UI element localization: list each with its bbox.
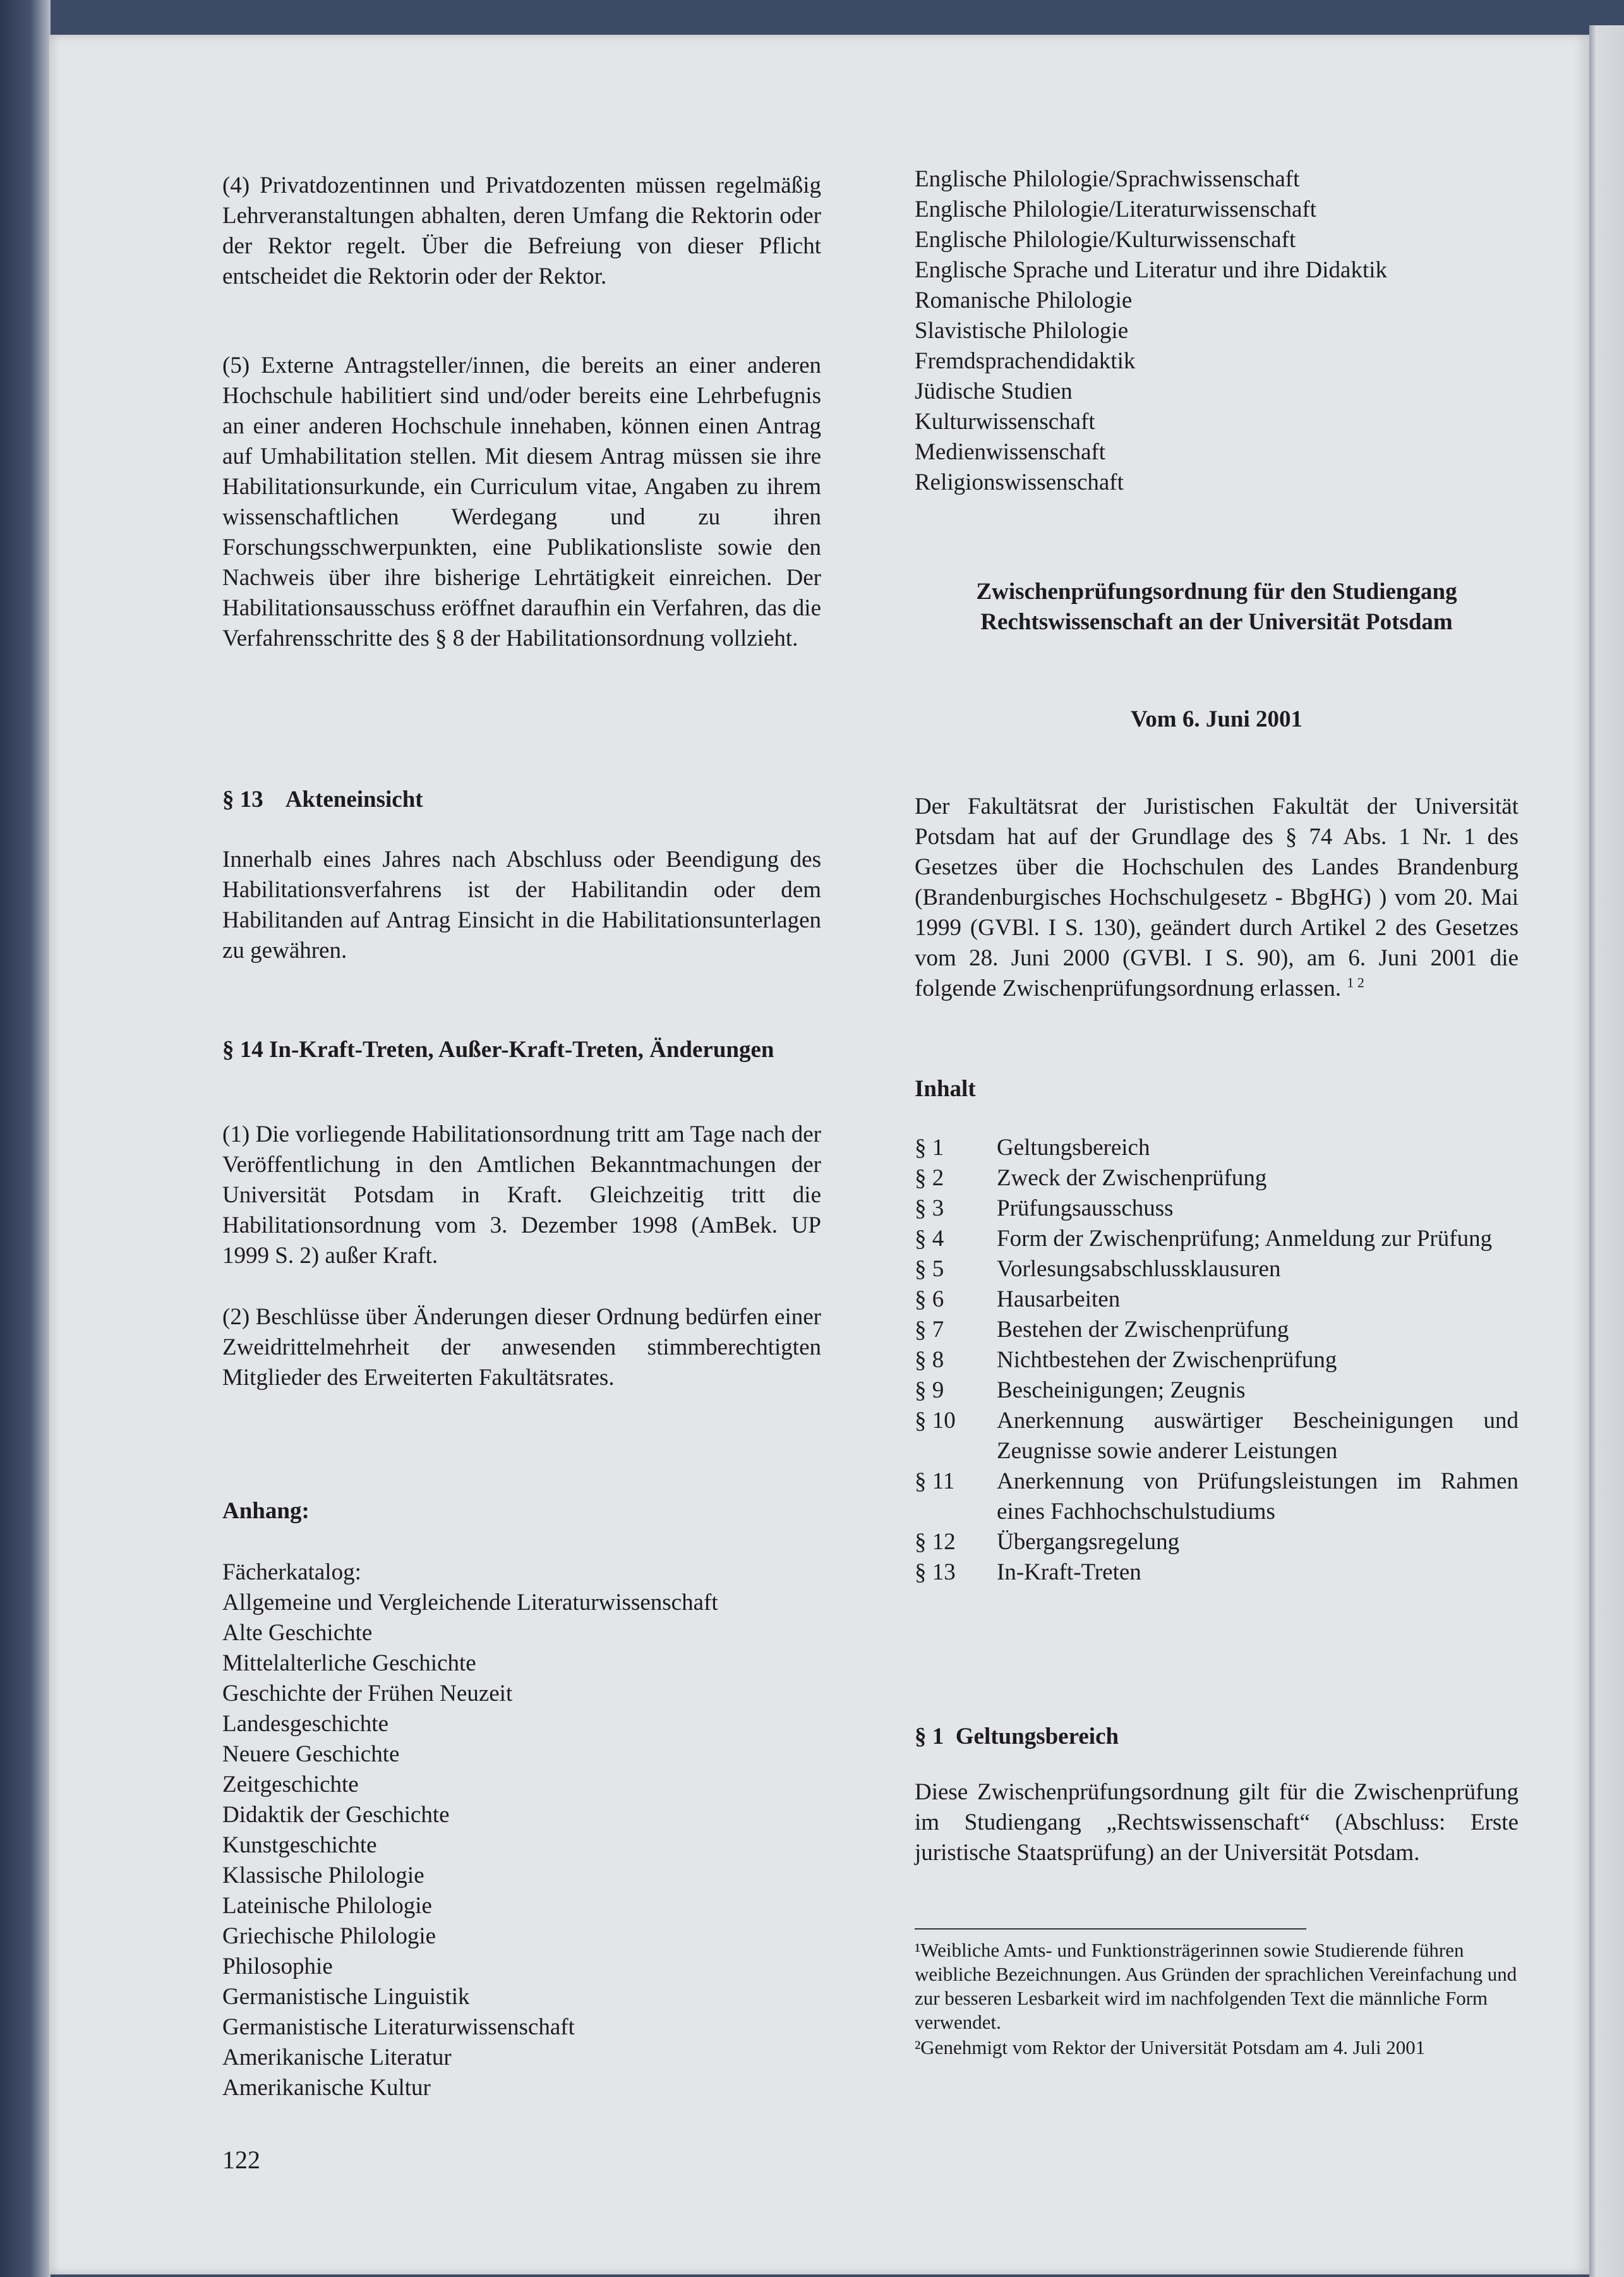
toc-section-number: § 11 xyxy=(915,1468,955,1494)
toc-entry xyxy=(915,1557,1519,1588)
toc-section-number: § 5 xyxy=(915,1256,944,1282)
toc-section-number: § 7 xyxy=(915,1317,944,1343)
faecherkatalog-item: Englische Philologie/Literaturwissenschaft xyxy=(915,196,1317,222)
toc-section-number: § 9 xyxy=(915,1377,944,1403)
toc-section-title: Anerkennung von Prüfungsleistungen im Rahmen eines Fachhochschulstudiums xyxy=(997,1468,1519,1525)
toc-entry xyxy=(915,1466,1519,1527)
toc-section-number: § 10 xyxy=(915,1408,956,1434)
book-spine-edge xyxy=(0,0,51,2277)
toc-section-number: § 12 xyxy=(915,1529,956,1555)
section-14-paragraph-2: (2) Beschlüsse über Änderungen dieser Ordnung bedürfen einer Zweidrittelmehrheit der anwesenden stimmberechtigten Mitglieder des Erweiterten Fakultätsrates. xyxy=(222,1304,821,1391)
faecherkatalog-item: Geschichte der Frühen Neuzeit xyxy=(222,1681,513,1706)
faecherkatalog-item: Landesgeschichte xyxy=(222,1711,388,1737)
next-page-edge xyxy=(1589,25,1624,2277)
faecherkatalog-item: Zeitgeschichte xyxy=(222,1772,359,1797)
toc-section-number: § 3 xyxy=(915,1195,944,1221)
faecherkatalog-item: Mittelalterliche Geschichte xyxy=(222,1650,476,1676)
inhalt-heading: Inhalt xyxy=(915,1076,976,1102)
faecherkatalog-item: Germanistische Linguistik xyxy=(222,1984,470,2010)
faecherkatalog-item: Englische Philologie/Sprachwissenschaft xyxy=(915,166,1300,192)
faecherkatalog-label: Fächerkatalog: xyxy=(222,1559,361,1585)
faecherkatalog-item: Englische Philologie/Kulturwissenschaft xyxy=(915,227,1296,253)
faecherkatalog-item: Jüdische Studien xyxy=(915,378,1073,404)
toc-section-title: Zweck der Zwischenprüfung xyxy=(997,1165,1267,1191)
faecherkatalog-item: Fremdsprachendidaktik xyxy=(915,348,1136,374)
toc-entry xyxy=(915,1284,1519,1315)
toc-section-number: § 2 xyxy=(915,1165,944,1191)
toc-entry xyxy=(915,1345,1519,1375)
toc-section-number: § 8 xyxy=(915,1347,944,1373)
toc-section-title: Form der Zwischenprüfung; Anmeldung zur Prüfung xyxy=(997,1226,1493,1252)
faecherkatalog-item: Romanische Philologie xyxy=(915,287,1133,313)
faecherkatalog-item: Neuere Geschichte xyxy=(222,1741,400,1767)
section-14-paragraph-1: (1) Die vorliegende Habilitationsordnung tritt am Tage nach der Veröffentlichung in den Amtlichen Bekanntmachungen der Universität Potsdam in Kraft. Gleichzeitig tritt die Habilitationsordnung vom 3. Dezember 1998 (AmBek. UP 1999 S. 2) außer Kraft. xyxy=(222,1121,821,1269)
toc-section-title: Nichtbestehen der Zwischenprüfung xyxy=(997,1347,1337,1373)
faecherkatalog-list-right xyxy=(915,164,1519,498)
faecherkatalog-item: Lateinische Philologie xyxy=(222,1893,432,1919)
preamble: Der Fakultätsrat der Juristischen Fakultät der Universität Potsdam hat auf der Grundlage des § 74 Abs. 1 Nr. 1 des Gesetzes über die Hochschulen des Landes Brandenburg (Brandenburgisches Hochschulgesetz - BbgHG) ) vom 20. Mai 1999 (GVBl. I S. 130), geändert durch Artikel 2 des Gesetzes vom 28. Juni 2000 (GVBl. I S. 90), am 6. Juni 2001 die folgende Zwischenprüfungsordnung erlassen. $^{1 2}$ xyxy=(915,794,1519,1001)
toc-section-number: § 1 xyxy=(915,1135,944,1161)
toc-entry xyxy=(915,1315,1519,1345)
toc-entry xyxy=(915,1254,1519,1284)
faecherkatalog-item: Germanistische Literaturwissenschaft xyxy=(222,2014,575,2040)
toc-section-title: Hausarbeiten xyxy=(997,1286,1121,1312)
toc-section-title: Bescheinigungen; Zeugnis xyxy=(997,1377,1246,1403)
faecherkatalog-item: Philosophie xyxy=(222,1954,333,1979)
footnote-2: ²Genehmigt vom Rektor der Universität Potsdam am 4. Juli 2001 xyxy=(915,2036,1426,2058)
section-1-text: Diese Zwischenprüfungsordnung gilt für die Zwischenprüfung im Studiengang „Rechtswissenschaft“ (Abschluss: Erste juristische Staatsprüfung) an der Universität Potsdam. xyxy=(915,1779,1519,1866)
faecherkatalog-item: Klassische Philologie xyxy=(222,1863,424,1888)
faecherkatalog-item: Englische Sprache und Literatur und ihre Didaktik xyxy=(915,257,1388,283)
toc-entry xyxy=(915,1527,1519,1557)
table-of-contents xyxy=(915,1133,1519,1588)
faecherkatalog-item: Amerikanische Literatur xyxy=(222,2044,452,2070)
toc-section-number: § 13 xyxy=(915,1559,956,1585)
toc-entry xyxy=(915,1133,1519,1163)
page-number: 122 xyxy=(222,2146,260,2174)
faecherkatalog-item: Kulturwissenschaft xyxy=(915,409,1095,435)
section-1-heading: § 1 Geltungsbereich xyxy=(915,1724,1119,1749)
toc-entry xyxy=(915,1406,1519,1466)
toc-section-title: Bestehen der Zwischenprüfung xyxy=(997,1317,1289,1343)
toc-section-title: Anerkennung auswärtiger Bescheinigungen und Zeugnisse sowie anderer Leistungen xyxy=(997,1408,1519,1464)
faecherkatalog-list-left xyxy=(222,1588,821,2103)
faecherkatalog-item: Griechische Philologie xyxy=(222,1923,436,1949)
faecherkatalog-item: Allgemeine und Vergleichende Literaturwissenschaft xyxy=(222,1590,718,1616)
toc-section-title: Vorlesungsabschlussklausuren xyxy=(997,1256,1281,1282)
toc-entry xyxy=(915,1193,1519,1224)
faecherkatalog-item: Medienwissenschaft xyxy=(915,439,1106,465)
toc-section-title: Geltungsbereich xyxy=(997,1135,1150,1161)
section-13-text: Innerhalb eines Jahres nach Abschluss oder Beendigung des Habilitationsverfahrens ist der Habilitandin oder dem Habilitanden auf Antrag Einsicht in die Habilitationsunterlagen zu gewähren. xyxy=(222,847,821,963)
faecherkatalog-item: Slavistische Philologie xyxy=(915,318,1129,344)
faecherkatalog-item: Kunstgeschichte xyxy=(222,1832,377,1858)
faecherkatalog-item: Didaktik der Geschichte xyxy=(222,1802,450,1828)
toc-section-number: § 4 xyxy=(915,1226,944,1252)
faecherkatalog-item: Amerikanische Kultur xyxy=(222,2075,431,2101)
toc-section-title: In-Kraft-Treten xyxy=(997,1559,1141,1585)
toc-section-number: § 6 xyxy=(915,1286,944,1312)
toc-entry xyxy=(915,1163,1519,1193)
toc-section-title: Prüfungsausschuss xyxy=(997,1195,1174,1221)
section-13-heading: § 13 Akteneinsicht xyxy=(222,787,423,812)
toc-entry xyxy=(915,1375,1519,1406)
footnote-separator xyxy=(915,1928,1306,1930)
section-14-heading: § 14 In-Kraft-Treten, Außer-Kraft-Treten, Änderungen xyxy=(222,1037,774,1063)
document-date: Vom 6. Juni 2001 xyxy=(1130,706,1303,732)
footnote-1: ¹Weibliche Amts- und Funktionsträgerinnen sowie Studierende führen weibliche Bezeichnungen. Aus Gründen der sprachlichen Vereinfachung und zur besseren Lesbarkeit wird im nachfolgenden Text die männliche Form verwendet. xyxy=(915,1939,1517,2033)
toc-section-title: Übergangsregelung xyxy=(997,1529,1180,1555)
faecherkatalog-item: Religionswissenschaft xyxy=(915,469,1124,495)
faecherkatalog-item: Alte Geschichte xyxy=(222,1620,373,1646)
anhang-heading: Anhang: xyxy=(222,1498,310,1524)
paragraph-4: (4) Privatdozentinnen und Privatdozenten müssen regelmäßig Lehrveranstaltungen abhalten, deren Umfang die Rektorin oder der Rektor regelt. Über die Befreiung von dieser Pflicht entscheidet die Rektorin oder der Rektor. xyxy=(222,172,821,289)
paragraph-5: (5) Externe Antragsteller/innen, die bereits an einer anderen Hochschule habilitiert sind und/oder bereits eine Lehrbefugnis an einer anderen Hochschule innehaben, können einen Antrag auf Umhabilitation stellen. Mit diesem Antrag müssen sie ihre Habilitationsurkunde, ein Curriculum vitae, Angaben zu ihrem wissenschaftlichen Werdegang und zu ihren Forschungsschwerpunkten, eine Publikationsliste sowie den Nachweis über ihre bisherige Lehrtätigkeit einreichen. Der Habilitationsausschuss eröffnet daraufhin ein Verfahren, das die Verfahrensschritte des § 8 der Habilitationsordnung vollzieht. xyxy=(222,353,821,651)
document-title: Zwischenprüfungsordnung für den Studiengang Rechtswissenschaft an der Universität Potsdam xyxy=(976,579,1457,635)
toc-entry xyxy=(915,1224,1519,1254)
